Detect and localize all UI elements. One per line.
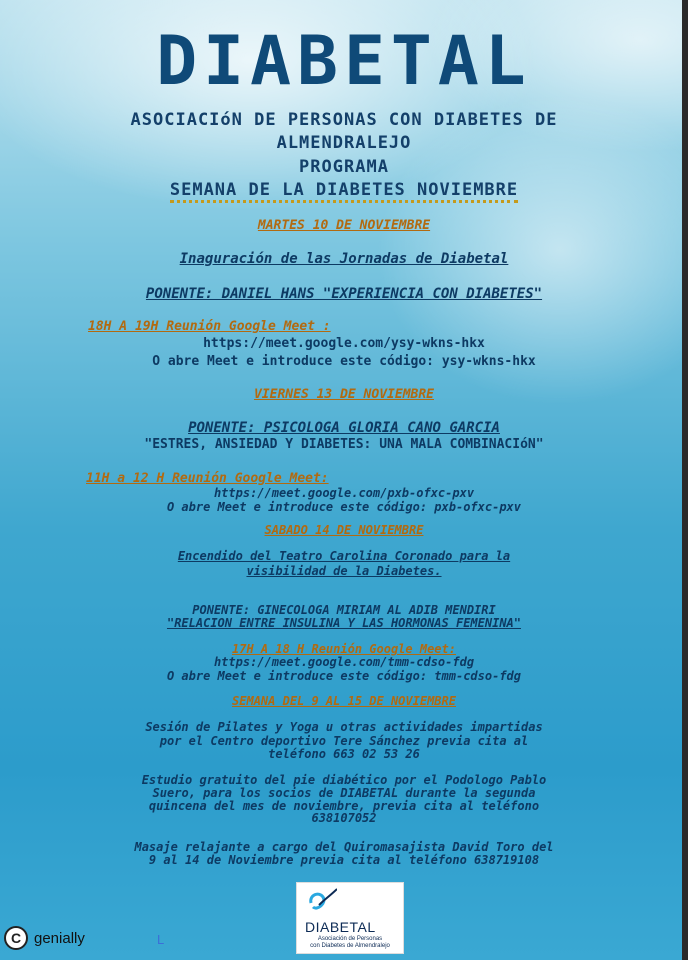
week-p3-line-1: Masaje relajante a cargo del Quiromasajista David Toro del (134, 840, 554, 854)
day2-topic: "ESTRES, ANSIEDAD Y DIABETES: UNA MALA COMBINACIóN" (144, 437, 544, 452)
week-p1-line-1: Sesión de Pilates y Yoga u otras actividades impartidas (145, 720, 543, 734)
day3-event-line-1: Encendido del Teatro Carolina Coronado para la (177, 549, 511, 563)
day2-meet-time: 11H a 12 H Reunión Google Meet: (86, 471, 329, 486)
week-date: SEMANA DEL 9 AL 15 DE NOVIEMBRE (232, 694, 456, 708)
day2-date: VIERNES 13 DE NOVIEMBRE (253, 387, 434, 402)
day1-meet-code: O abre Meet e introduce este código: ysy-wkns-hkx (152, 354, 536, 369)
genially-label: genially (34, 929, 85, 947)
logo-subtitle (297, 936, 403, 950)
week-p2-line-4: 638107052 (311, 811, 377, 825)
week-p2-line-2: Suero, para los socios de DIABETAL durante la segunda (152, 786, 536, 800)
day3-event-line-2: visibilidad de la Diabetes. (246, 564, 442, 578)
day1-meet-time: 18H A 19H Reunión Google Meet : (88, 319, 331, 334)
header-subtitle: SEMANA DE LA DIABETES NOVIEMBRE (170, 180, 518, 203)
day3-speaker: PONENTE: GINECOLOGA MIRIAM AL ADIB MENDIRI (192, 603, 496, 617)
day1-meet-url[interactable]: https://meet.google.com/ysy-wkns-hkx (203, 336, 485, 351)
corner-mark: L (157, 932, 165, 947)
week-p2-line-3: quincena del mes de noviembre, previa cita al teléfono (148, 799, 540, 813)
logo-subtitle-line-1: Asociación de Personas (317, 936, 383, 942)
week-p2-line-1: Estudio gratuito del pie diabético por el Podologo Pablo (141, 773, 547, 787)
day2-speaker: PONENTE: PSICOLOGA GLORIA CANO GARCIA (188, 420, 500, 436)
logo-name: DIABETAL (305, 919, 376, 935)
header-line-1: ASOCIACIóN DE PERSONAS CON DIABETES DE (130, 110, 558, 130)
genially-icon: C (4, 926, 28, 950)
diabetal-swoosh-icon (307, 887, 337, 917)
day3-meet-code: O abre Meet e introduce este código: tmm-cdso-fdg (166, 669, 521, 683)
day3-date: SABADO 14 DE NOVIEMBRE (264, 523, 424, 537)
day1-speaker: PONENTE: DANIEL HANS "EXPERIENCIA CON DIABETES" (145, 286, 543, 302)
logo-subtitle-line-2: con Diabetes de Almendralejo (310, 943, 390, 949)
day2-meet-code: O abre Meet e introduce este código: pxb-ofxc-pxv (166, 500, 521, 514)
week-p1-line-3: teléfono 663 02 53 26 (268, 747, 420, 761)
diabetal-logo (296, 882, 404, 954)
day3-meet-url[interactable]: https://meet.google.com/tmm-cdso-fdg (213, 655, 475, 669)
day3-meet-time: 17H A 18 H Reunión Google Meet: (232, 642, 456, 656)
header-line-2: ALMENDRALEJO (276, 133, 412, 153)
genially-badge[interactable] (4, 924, 85, 952)
week-p1-line-2: por el Centro deportivo Tere Sánchez previa cita al (159, 734, 529, 748)
week-p3-line-2: 9 al 14 de Noviembre previa cita al teléfono 638719108 (148, 853, 540, 867)
header-line-4 (0, 180, 688, 200)
day2-meet-url[interactable]: https://meet.google.com/pxb-ofxc-pxv (213, 486, 475, 500)
day1-date: MARTES 10 DE NOVIEMBRE (257, 218, 431, 233)
header-line-3: PROGRAMA (299, 157, 389, 177)
day3-topic: "RELACION ENTRE INSULINA Y LAS HORMONAS FEMENINA" (166, 616, 521, 630)
poster-title: DIABETAL (156, 22, 532, 101)
day1-event: Inaguración de las Jornadas de Diabetal (179, 251, 509, 267)
